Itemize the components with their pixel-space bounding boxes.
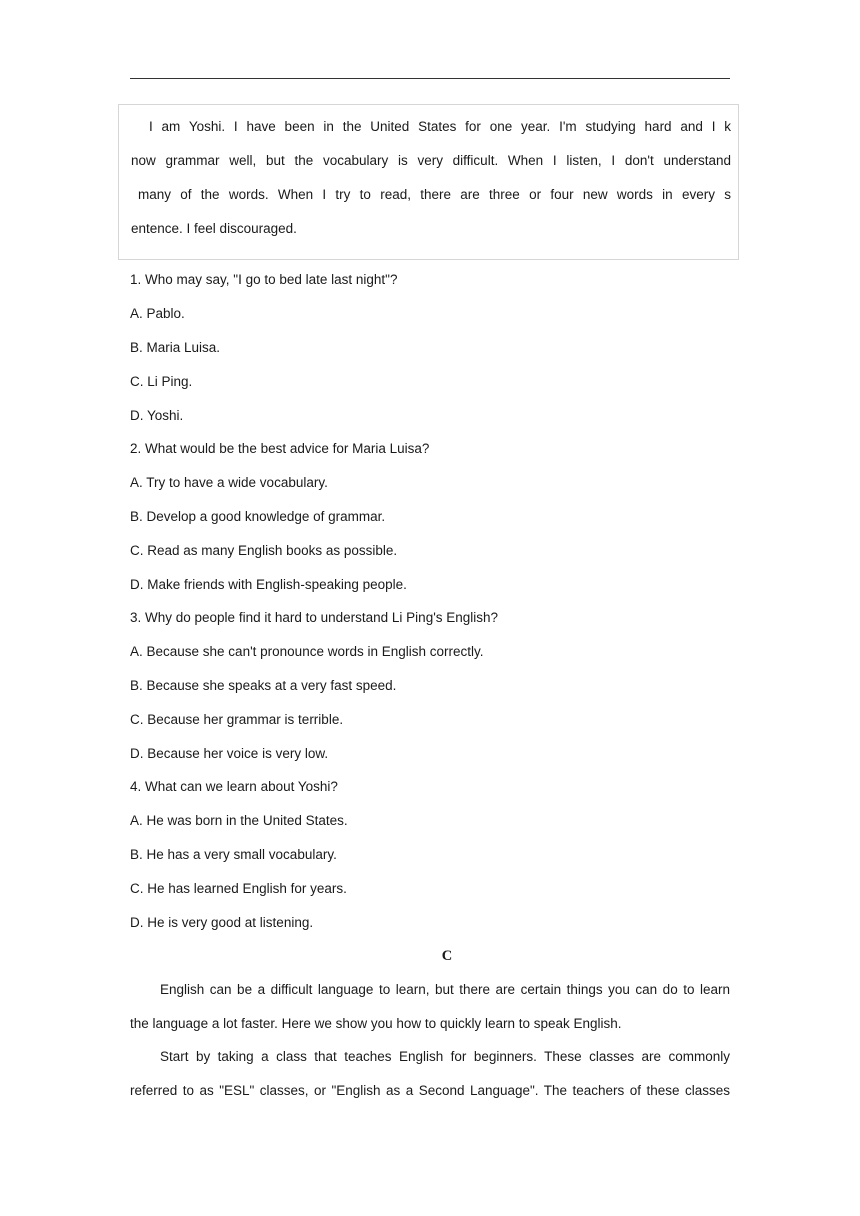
answer-option: B. Maria Luisa. xyxy=(130,340,221,355)
passage-line: now grammar well, but the vocabulary is very difficult. When I listen, I don't understand xyxy=(131,153,731,168)
passage-line: I am Yoshi. I have been in the United States for one year. I'm studying hard and I k xyxy=(149,119,731,134)
answer-option: A. Because she can't pronounce words in English correctly. xyxy=(130,644,484,659)
paragraph-line: referred to as "ESL" classes, or "English as a Second Language". The teachers of these classes xyxy=(130,1083,730,1098)
answer-option: C. He has learned English for years. xyxy=(130,881,347,896)
answer-option: A. Pablo. xyxy=(130,306,185,321)
paragraph-line: English can be a difficult language to learn, but there are certain things you can do to learn xyxy=(160,982,730,997)
header-rule xyxy=(130,78,730,79)
passage-box xyxy=(118,104,739,260)
answer-option: C. Read as many English books as possible. xyxy=(130,543,398,558)
answer-option: C. Li Ping. xyxy=(130,374,193,389)
answer-option: B. Develop a good knowledge of grammar. xyxy=(130,509,386,524)
question-stem: 4. What can we learn about Yoshi? xyxy=(130,779,338,794)
answer-option: A. Try to have a wide vocabulary. xyxy=(130,475,328,490)
answer-option: D. Make friends with English-speaking people. xyxy=(130,577,407,592)
section-heading: C xyxy=(441,948,453,964)
passage-line: many of the words. When I try to read, there are three or four new words in every s xyxy=(138,187,731,202)
answer-option: B. He has a very small vocabulary. xyxy=(130,847,337,862)
passage-line: entence. I feel discouraged. xyxy=(131,221,297,236)
question-stem: 2. What would be the best advice for Maria Luisa? xyxy=(130,441,430,456)
question-stem: 1. Who may say, "I go to bed late last night"? xyxy=(130,272,398,287)
answer-option: D. Yoshi. xyxy=(130,408,184,423)
paragraph-line: the language a lot faster. Here we show you how to quickly learn to speak English. xyxy=(130,1016,622,1031)
answer-option: D. He is very good at listening. xyxy=(130,915,314,930)
answer-option: B. Because she speaks at a very fast speed. xyxy=(130,678,397,693)
answer-option: D. Because her voice is very low. xyxy=(130,746,329,761)
paragraph-line: Start by taking a class that teaches English for beginners. These classes are commonly xyxy=(160,1049,730,1064)
question-stem: 3. Why do people find it hard to understand Li Ping's English? xyxy=(130,610,499,625)
answer-option: A. He was born in the United States. xyxy=(130,813,348,828)
answer-option: C. Because her grammar is terrible. xyxy=(130,712,344,727)
